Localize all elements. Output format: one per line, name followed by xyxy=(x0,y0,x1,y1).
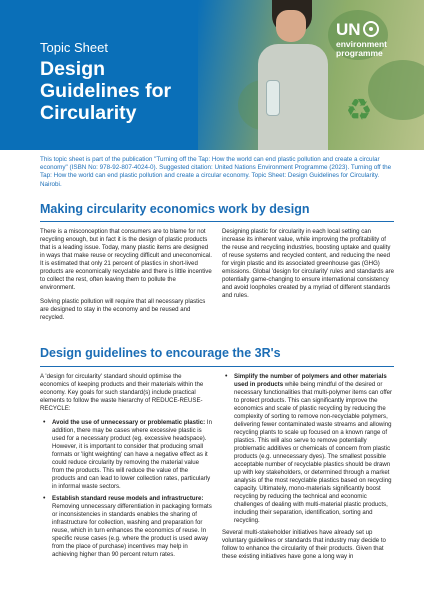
recycle-icon: ♻ xyxy=(345,94,373,127)
bullet-text: Removing unnecessary differentiation in packaging formats or inconsistencies in standards enables the sharing of infrastructure for collection, washing and preparation for reuse, which in turn enhances the economics of reuse. In specific reuse cases (e.g. where the product is used away from the place of purchase) incentives may help in achieving higher than 90 percent return rates. xyxy=(52,503,212,558)
bullet-heading: Establish standard reuse models and infrastructure: xyxy=(52,495,204,502)
hero-banner xyxy=(0,0,424,150)
topic-label: Topic Sheet xyxy=(40,40,108,55)
bullet-item xyxy=(40,495,212,559)
bullet-item xyxy=(222,373,394,525)
logo-line-environment: environment xyxy=(336,39,388,49)
un-logo-text: UN xyxy=(336,20,361,39)
section1-left-column xyxy=(40,228,212,328)
paragraph: Several multi-stakeholder initiatives have already set up voluntary guidelines or standards that industry may decide to follow to enhance the circularity of their products. Given that these existing initiatives have gone a long way in xyxy=(222,529,386,560)
section-divider xyxy=(40,221,394,222)
paragraph: Designing plastic for circularity in each local setting can increase its inherent value, while improving the profitability of the reuse and recycling industries, boosting uptake and quality of reuse systems and recycled content, and reducing the need for virgin plastic and its associated greenhouse gas (GHG) emissions. Global 'design for circularity' rules and standards are potentially game-changing to ensure international consistency and avoid loopholes created by a myriad of different standards and rules. xyxy=(222,228,395,299)
plastic-bottle-icon xyxy=(266,80,280,116)
bullet-text: In addition, there may be cases where excessive plastic is used for a necessary product (eg. excessive headspace). However, it is important to consider that producing small formats or 'light weighting' can have a negative effect as it could reduce circularity by removing the material value from the products. This will reduce the value of the products and can lead to lower collection rates, particularly in informal waste sectors. xyxy=(52,419,212,490)
paragraph: There is a misconception that consumers are to blame for not recycling enough, but in fact it is the design of plastic products that is a leading issue. Today, many plastic items are designed in ways that make reuse or recycling difficult and uneconomical. It is estimated that only 21 percent of plastics in short-lived products are economically recyclable and there is little incentive to collect the rest, often leaving them to pollute the environment. xyxy=(40,228,212,291)
section-divider xyxy=(40,366,394,367)
logo-line-programme: programme xyxy=(336,48,383,58)
woman-with-bottle-illustration xyxy=(258,0,328,150)
unep-logo xyxy=(336,20,406,58)
section2-left-column xyxy=(40,373,212,563)
section-heading-design-guidelines: Design guidelines to encourage the 3R's xyxy=(40,346,281,360)
un-emblem-icon xyxy=(363,21,379,37)
section-heading-circularity-economics: Making circularity economics work by design xyxy=(40,202,310,216)
citation-text: This topic sheet is part of the publication "Turning off the Tap: How the world can end plastic pollution and create a circular economy" (ISBN No: 978-92-807-4024-0). Suggested citation: United Nations Environment Programme (2023). Turning off the Tap: How the world can end plastic pollution and create a circular economy. Topic Sheet: Design Guidelines for Circularity. Nairobi. xyxy=(40,156,392,188)
page-title: Design Guidelines for Circularity xyxy=(40,58,172,124)
bullet-heading: Avoid the use of unnecessary or problematic plastic: xyxy=(52,419,206,426)
section1-right-column xyxy=(222,228,394,306)
bullet-item xyxy=(40,419,212,491)
paragraph: Solving plastic pollution will require that all necessary plastics are designed to stay in the economy and be reused and recycled. xyxy=(40,298,206,321)
paragraph: A 'design for circularity' standard should optimise the economics of keeping products and their materials within the economy. Key goals for such standard(s) include practical elements to follow the waste hierarchy of REDUCE-REUSE-RECYCLE: xyxy=(40,373,204,412)
bullet-heading: Simplify the number of polymers and other materials used in products xyxy=(234,373,387,388)
bullet-text: while being mindful of the desired or necessary functionalities that multi-polymer items can offer to protect products. This can significantly improve the economics and scale of plastic recycling by reducing the complexity of sorting to remove non-recyclable polymers, delivering fewer contaminated waste streams and allowing recycling plants to scale up focused on a known range of plastics. This will also serve to remove potentially problematic additives or chemicals of concern from plastic products (e.g. unnecessary dyes). The smallest possible acceptable number of recyclable plastics should be drawn up with key stakeholders, or determined through a market analysis of the most recyclable plastics based on recycling capacity. Ultimately, mono-materials significantly boost recycling by reducing the technical and economic challenges of dealing with multi-material plastic products, including their separation, identification, sorting and recycling. xyxy=(234,381,393,524)
section2-right-column xyxy=(222,373,394,567)
